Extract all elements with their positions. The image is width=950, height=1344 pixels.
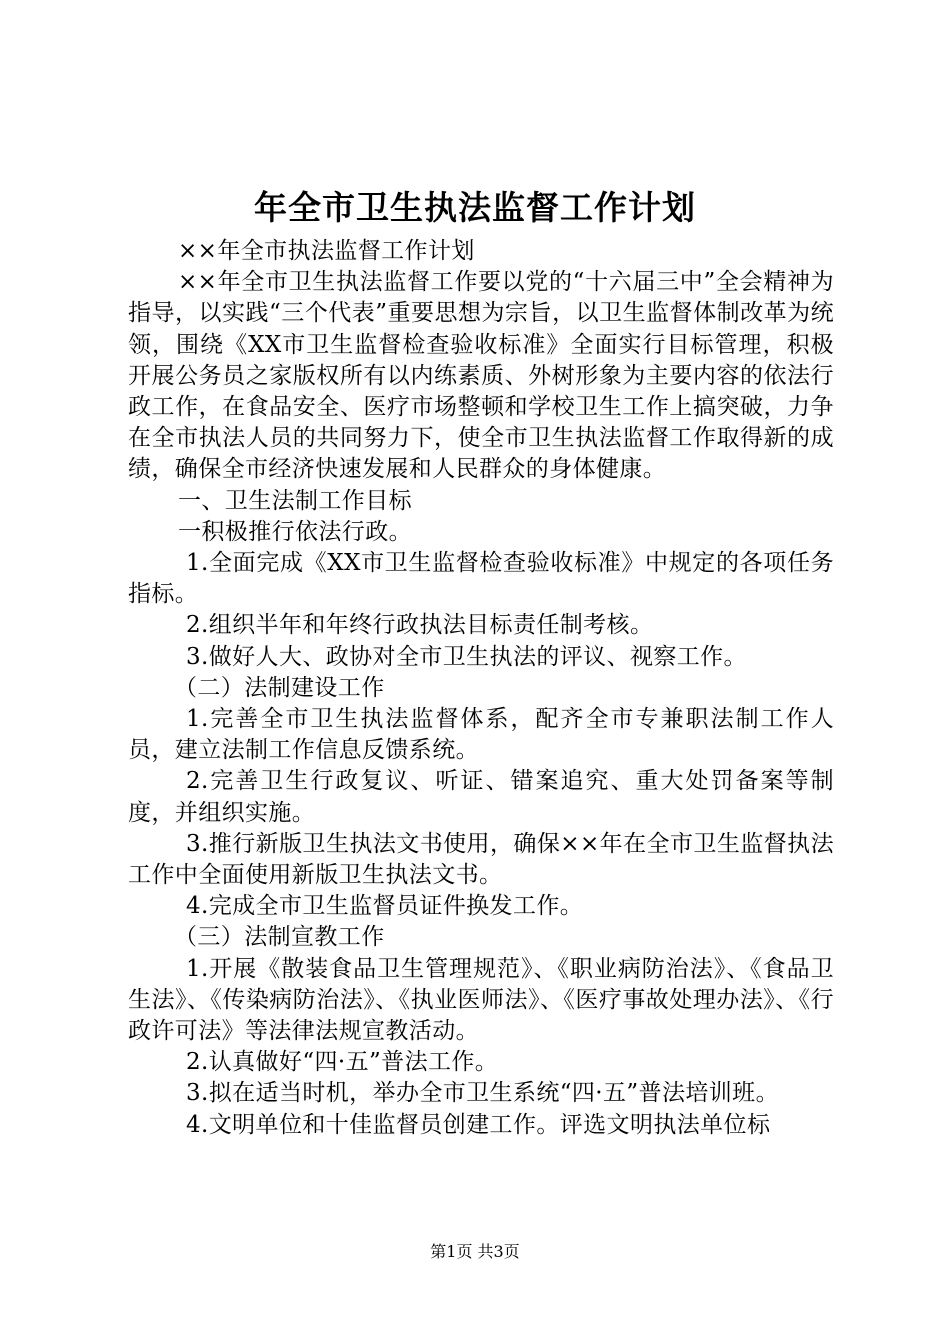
subsection-heading-3: （三）法制宣教工作 bbox=[174, 924, 385, 951]
list-item: 2.认真做好“四·五”普法工作。 bbox=[186, 1049, 499, 1076]
list-item: 3.拟在适当时机，举办全市卫生系统“四·五”普法培训班。 bbox=[186, 1080, 779, 1107]
document-title: 年全市卫生执法监督工作计划 bbox=[254, 188, 696, 227]
list-item: 4.完成全市卫生监督员证件换发工作。 bbox=[186, 893, 584, 920]
list-item: 3.推行新版卫生执法文书使用，确保××年在全市卫生监督执法工作中全面使用新版卫生执法文书。 bbox=[128, 830, 834, 889]
list-item: 2.组织半年和年终行政执法目标责任制考核。 bbox=[186, 612, 654, 639]
document-body bbox=[128, 236, 834, 1141]
subsection-heading-1: 一积极推行依法行政。 bbox=[178, 518, 412, 545]
list-item: 1.完善全市卫生执法监督体系，配齐全市专兼职法制工作人员，建立法制工作信息反馈系统。 bbox=[128, 706, 834, 764]
section-heading-1: 一、卫生法制工作目标 bbox=[178, 487, 412, 514]
paragraph-subtitle: ××年全市执法监督工作计划 bbox=[178, 238, 475, 264]
paragraph-intro: ××年全市卫生执法监督工作要以党的“十六届三中”全会精神为指导，以实践“三个代表”重要思想为宗旨，以卫生监督体制改革为统领，围绕《XX市卫生监督检查验收标准》全面实行目标管理，积极开展公务员之家版权所有以内练素质、外树形象为主要内容的依法行政工作，在食品安全、医疗市场整顿和学校卫生工作上搞突破，力争在全市执法人员的共同努力下，使全市卫生执法监督工作取得新的成绩，确保全市经济快速发展和人民群众的身体健康。 bbox=[128, 269, 834, 483]
page-footer: 第1页 共3页 bbox=[430, 1242, 520, 1261]
list-item: 1.全面完成《XX市卫生监督检查验收标准》中规定的各项任务指标。 bbox=[128, 550, 834, 608]
subsection-heading-2: （二）法制建设工作 bbox=[174, 674, 385, 701]
list-item: 2.完善卫生行政复议、听证、错案追究、重大处罚备案等制度，并组织实施。 bbox=[128, 768, 834, 826]
list-item: 4.文明单位和十佳监督员创建工作。评选文明执法单位标 bbox=[186, 1111, 771, 1138]
list-item: 1.开展《散装食品卫生管理规范》、《职业病防治法》、《食品卫生法》、《传染病防治法》、《执业医师法》、《医疗事故处理办法》、《行政许可法》等法律法规宣教活动。 bbox=[128, 955, 834, 1045]
list-item: 3.做好人大、政协对全市卫生执法的评议、视察工作。 bbox=[186, 643, 747, 670]
